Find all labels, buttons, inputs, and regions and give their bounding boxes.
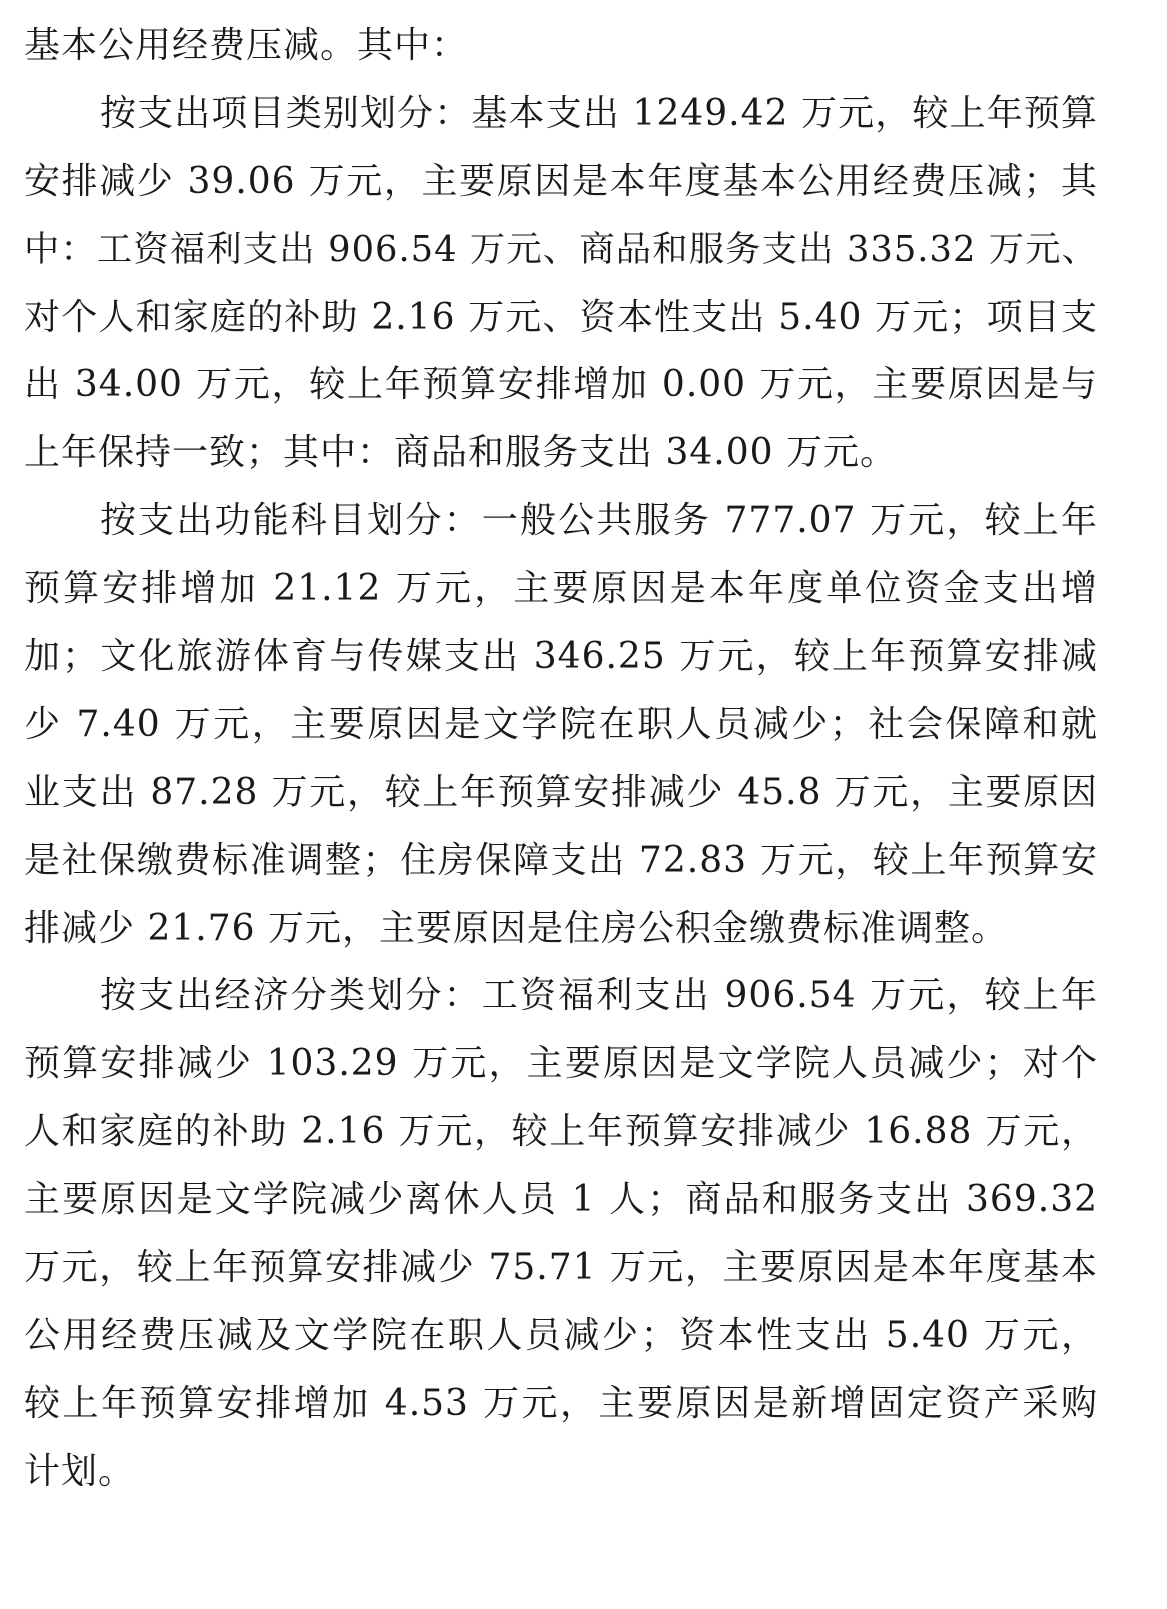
text-line: 是社保缴费标准调整；住房保障支出 72.83 万元，较上年预算安 [24,839,1098,881]
text-line: 预算安排减少 103.29 万元，主要原因是文学院人员减少；对个 [24,1043,1098,1085]
text-line: 计划。 [24,1450,136,1492]
text-line: 安排减少 39.06 万元，主要原因是本年度基本公用经费压减；其 [24,160,1098,202]
paragraph-start-line: 按支出项目类别划分：基本支出 1249.42 万元，较上年预算 [100,92,1098,134]
text-line: 基本公用经费压减。其中： [24,25,469,66]
text-line: 上年保持一致；其中：商品和服务支出 34.00 万元。 [24,432,897,474]
text-line: 预算安排增加 21.12 万元，主要原因是本年度单位资金支出增 [24,568,1098,610]
document-body [24,12,1098,1506]
text-line: 排减少 21.76 万元，主要原因是住房公积金缴费标准调整。 [24,907,1008,949]
text-line: 万元，较上年预算安排减少 75.71 万元，主要原因是本年度基本 [24,1247,1098,1289]
text-line: 加；文化旅游体育与传媒支出 346.25 万元，较上年预算安排减 [24,636,1098,678]
text-line: 主要原因是文学院减少离休人员 1 人；商品和服务支出 369.32 [24,1179,1098,1221]
text-line: 业支出 87.28 万元，较上年预算安排减少 45.8 万元，主要原因 [24,771,1098,813]
text-line: 出 34.00 万元，较上年预算安排增加 0.00 万元，主要原因是与 [24,364,1098,406]
text-line: 人和家庭的补助 2.16 万元，较上年预算安排减少 16.88 万元， [24,1111,1098,1153]
paragraph-start-line: 按支出功能科目划分：一般公共服务 777.07 万元，较上年 [100,500,1098,542]
text-line: 中：工资福利支出 906.54 万元、商品和服务支出 335.32 万元、 [24,228,1098,270]
text-line: 较上年预算安排增加 4.53 万元，主要原因是新增固定资产采购 [24,1382,1098,1424]
text-line: 少 7.40 万元，主要原因是文学院在职人员减少；社会保障和就 [24,703,1098,745]
paragraph-start-line: 按支出经济分类划分：工资福利支出 906.54 万元，较上年 [100,975,1098,1017]
text-line: 公用经费压减及文学院在职人员减少；资本性支出 5.40 万元， [24,1314,1098,1356]
text-line: 对个人和家庭的补助 2.16 万元、资本性支出 5.40 万元；项目支 [24,296,1098,338]
